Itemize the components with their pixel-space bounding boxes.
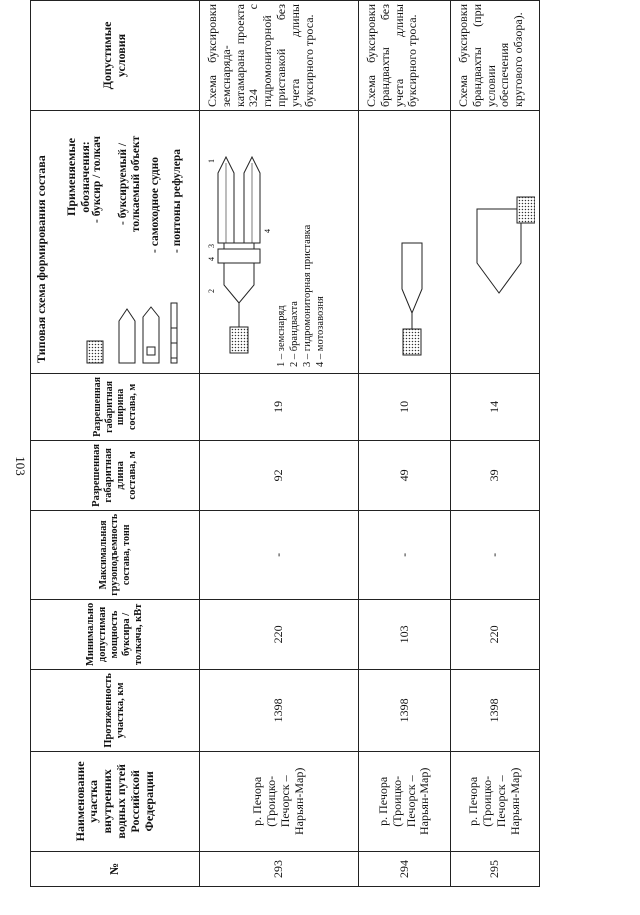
legend-title: Применяемые обозначения: <box>64 137 92 216</box>
legend-item-tug: - буксир / толкач <box>91 135 103 223</box>
note-4: 4 – мотозавозня <box>315 296 326 367</box>
page-number: 103 <box>13 456 28 476</box>
hydromonitor-attachment-icon <box>218 243 260 263</box>
row-allowed-length: 49 <box>359 440 451 510</box>
self-propelled-vessel-symbol-icon <box>143 307 159 363</box>
label-2: 2 <box>207 288 216 293</box>
row-num: 295 <box>451 851 540 886</box>
legend-item-pontoons: - понтоны рефулера <box>171 149 183 253</box>
label-4a: 4 <box>207 256 216 261</box>
row-schema <box>451 110 540 373</box>
row-conditions: Схема буксировки брандвахты (при условии обеспечения кругового обзора). <box>451 1 540 111</box>
header-num: № <box>31 851 200 886</box>
header-allowed-length: Разрешенная габаритная длина состава, м <box>31 440 200 510</box>
row-schema <box>200 110 359 373</box>
table-row <box>359 1 451 887</box>
towing-schemes-table <box>30 0 540 887</box>
row-length: 1398 <box>451 670 540 752</box>
table-row <box>200 1 359 887</box>
header-allowed-width: Разрешенная габаритная ширина состава, м <box>31 373 200 440</box>
row-name: р. Печора (Троицко-Печорск – Нарьян-Мар) <box>451 751 540 851</box>
tug-icon <box>403 329 421 355</box>
row-conditions: Схема буксировки земснаряда-катамарана проекта 324 с гидромониторной приставкой без учета длины буксирного троса. <box>200 1 359 111</box>
row-min-power: 220 <box>200 599 359 669</box>
note-1: 1 – земснаряд <box>276 305 287 367</box>
row-max-tonnage: - <box>359 510 451 599</box>
header-length: Протяженность участка, км <box>31 670 200 752</box>
houseboat-towing-diagram <box>363 111 446 373</box>
row-max-tonnage: - <box>200 510 359 599</box>
row-length: 1398 <box>200 670 359 752</box>
row-allowed-width: 19 <box>200 373 359 440</box>
label-1: 1 <box>207 158 216 163</box>
towed-object-symbol-icon <box>119 309 135 363</box>
houseboat-icon <box>402 243 422 313</box>
schema-title: Типовая схема формирования состава <box>34 155 48 363</box>
row-conditions: Схема буксировки брандвахты без учета длины буксирного троса. <box>359 1 451 111</box>
row-allowed-width: 10 <box>359 373 451 440</box>
header-conditions: Допустимые условия <box>31 1 200 111</box>
legend-item-self-propelled: - самоходное судно <box>149 157 161 253</box>
row-name: р. Печора (Троицко-Печорск – Нарьян-Мар) <box>359 751 451 851</box>
note-2: 2 – брандвахта <box>289 301 300 367</box>
legend-item-towed: - буксируемый / толкаемый объект <box>117 135 143 233</box>
row-allowed-length: 92 <box>200 440 359 510</box>
houseboat-icon <box>477 209 521 293</box>
label-3: 3 <box>207 243 216 248</box>
row-min-power: 103 <box>359 599 451 669</box>
row-schema <box>359 110 451 373</box>
label-4b: 4 <box>263 228 272 233</box>
row-allowed-length: 39 <box>451 440 540 510</box>
row-num: 294 <box>359 851 451 886</box>
row-min-power: 220 <box>451 599 540 669</box>
tug-icon <box>517 197 535 223</box>
table-row <box>451 1 540 887</box>
row-name: р. Печора (Троицко-Печорск – Нарьян-Мар) <box>200 751 359 851</box>
tug-symbol-icon <box>87 341 103 363</box>
houseboat-icon <box>224 263 254 303</box>
row-length: 1398 <box>359 670 451 752</box>
row-allowed-width: 14 <box>451 373 540 440</box>
header-row <box>31 1 200 887</box>
note-3: 3 – гидромониторная приставка <box>302 224 313 367</box>
row-max-tonnage: - <box>451 510 540 599</box>
alongside-towing-diagram <box>455 111 535 373</box>
dredger-pontoons-symbol-icon <box>171 303 177 363</box>
header-max-tonnage: Максимальная грузоподъемность состава, тонн <box>31 510 200 599</box>
dredger-catamaran-icon <box>218 157 260 243</box>
header-schema <box>31 110 200 373</box>
header-name: Наименование участка внутренних водных путей Российской Федерации <box>31 751 200 851</box>
row-num: 293 <box>200 851 359 886</box>
tug-icon <box>230 327 248 353</box>
header-min-power: Минимально допустимая мощность буксира / толкача, кВт <box>31 599 200 669</box>
